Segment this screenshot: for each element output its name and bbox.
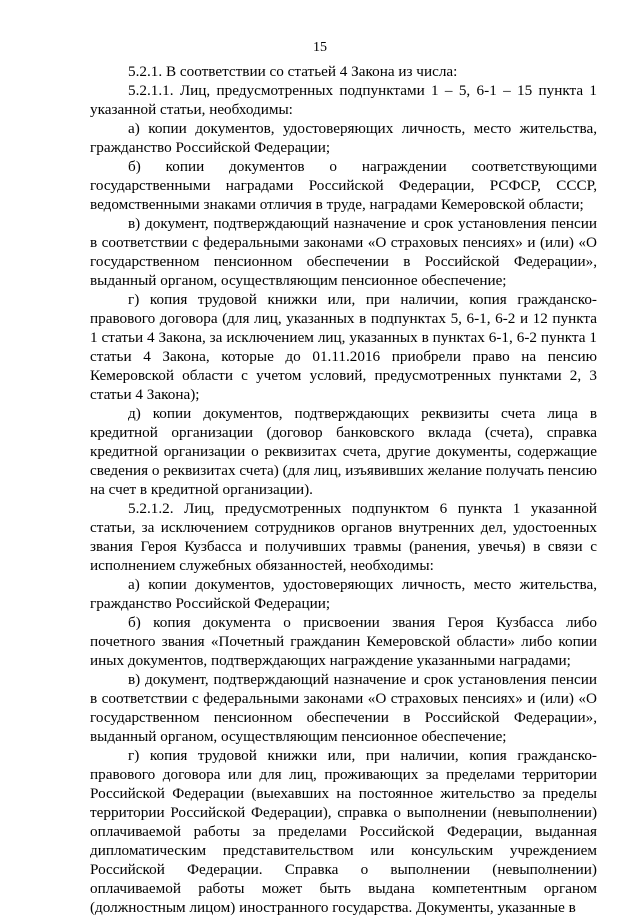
paragraph-item-a-2: а) копии документов, удостоверяющих личность, место жительства, гражданство Российской Федерации; (90, 576, 597, 612)
paragraph-item-a: а) копии документов, удостоверяющих личность, место жительства, гражданство Российской Федерации; (90, 120, 597, 156)
paragraph-5-2-1-1: 5.2.1.1. Лиц, предусмотренных подпунктами 1 – 5, 6-1 – 15 пункта 1 указанной статьи, необходимы: (90, 82, 597, 118)
paragraph-5-2-1-2: 5.2.1.2. Лиц, предусмотренных подпунктом 6 пункта 1 указанной статьи, за исключением сотрудников органов внутренних дел, удостоенных звания Героя Кузбасса и получивших травмы (ранения, увечья) в связи с исполнением служебных обязанностей, необходимы: (90, 500, 597, 574)
paragraph-item-d: д) копии документов, подтверждающих реквизиты счета лица в кредитной организации (договор банковского вклада (счета), справка кредитной организации о реквизитах счета, другие документы, содержащие сведения о реквизитах счета) (для лиц, изъявивших желание получать пенсию на счет в кредитной организации). (90, 405, 597, 498)
paragraph-item-g: г) копия трудовой книжки или, при наличии, копия гражданско-правового договора (для лиц, указанных в подпунктах 5, 6-1, 6-2 и 12 пункта 1 статьи 4 Закона, за исключением лиц, указанных в пунктах 6-1, 6-2 пункта 1 статьи 4 Закона, которые до 01.11.2016 приобрели право на пенсию Кемеровской области с учетом условий, предусмотренных пунктами 2, 3 статьи 4 Закона); (90, 291, 597, 403)
document-body (90, 62, 597, 917)
paragraph-item-v-2: в) документ, подтверждающий назначение и срок установления пенсии в соответствии с федеральными законами «О страховых пенсиях» и (или) «О государственном пенсионном обеспечении в Российской Федерации», выданный органом, осуществляющим пенсионное обеспечение; (90, 671, 597, 745)
paragraph-item-v: в) документ, подтверждающий назначение и срок установления пенсии в соответствии с федеральными законами «О страховых пенсиях» и (или) «О государственном пенсионном обеспечении в Российской Федерации», выданный органом, осуществляющим пенсионное обеспечение; (90, 215, 597, 289)
paragraph-item-g-2: г) копия трудовой книжки или, при наличии, копия гражданско-правового договора или для лиц, проживающих за пределами территории Российской Федерации (выехавших на постоянное жительство за пределы территории Российской Федерации), справка о выполнении (невыполнении) оплачиваемой работы за пределами Российской Федерации, выданная дипломатическим представительством или консульским учреждением Российской Федерации. Справка о выполнении (невыполнении) оплачиваемой работы может быть выдана компетентным органом (должностным лицом) иностранного государства. Документы, указанные в (90, 747, 597, 916)
paragraph-5-2-1: 5.2.1. В соответствии со статьей 4 Закона из числа: (128, 63, 458, 80)
paragraph-item-b-2: б) копия документа о присвоении звания Героя Кузбасса либо почетного звания «Почетный гражданин Кемеровской области» либо копии иных документов, подтверждающих награждение указанными наградами; (90, 614, 597, 669)
paragraph-item-b: б) копии документов о награждении соответствующими государственными наградами Российской Федерации, РСФСР, СССР, ведомственными знаками отличия в труде, наградами Кемеровской области; (90, 158, 597, 213)
page-number: 15 (313, 40, 327, 55)
